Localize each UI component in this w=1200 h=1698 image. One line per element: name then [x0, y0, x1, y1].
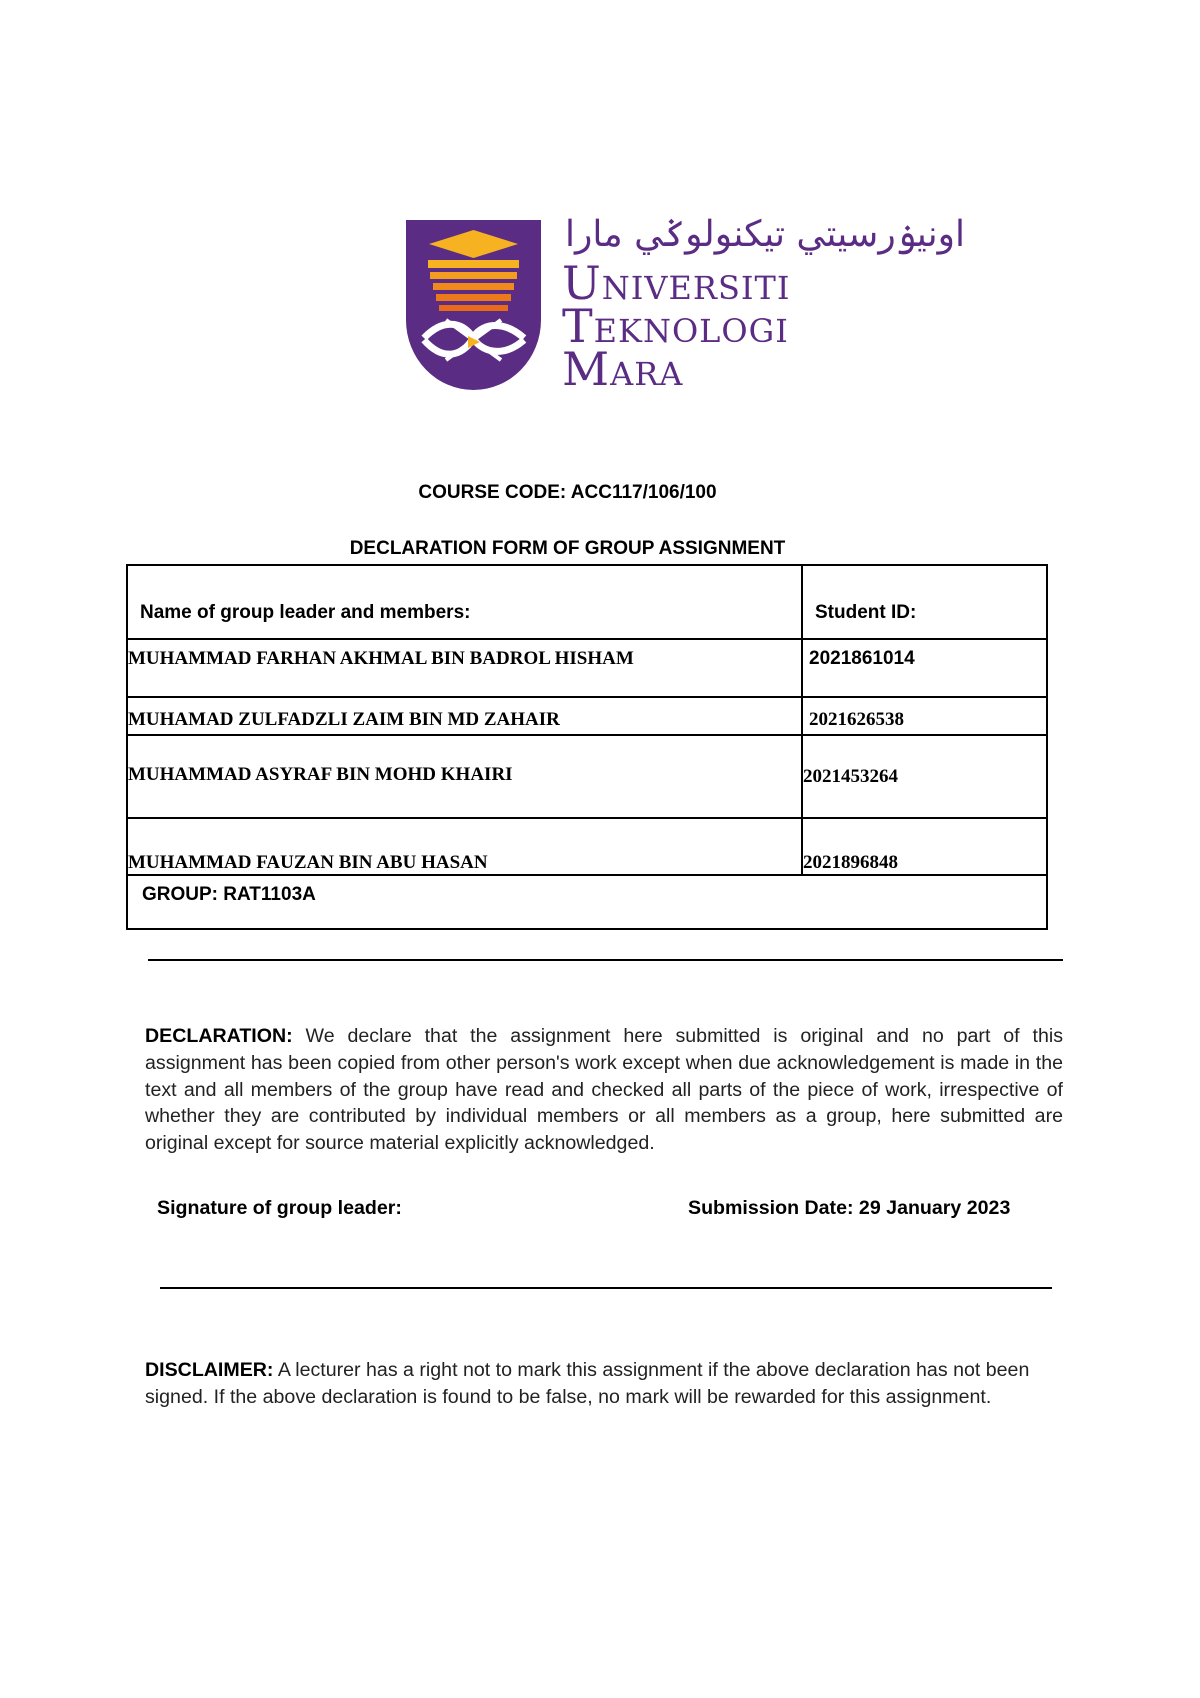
- course-code: COURSE CODE: ACC117/106/100: [418, 482, 717, 503]
- member-id: 2021453264: [802, 735, 1047, 818]
- declaration-label: DECLARATION:: [145, 1025, 293, 1047]
- declaration-paragraph: [145, 1023, 1063, 1157]
- signature-line: [160, 1287, 1052, 1289]
- signature-label: Signature of group leader:: [157, 1197, 402, 1219]
- member-name: MUHAMMAD FAUZAN BIN ABU HASAN: [127, 818, 802, 875]
- form-title: DECLARATION FORM OF GROUP ASSIGNMENT: [349, 538, 786, 559]
- table-row: [127, 639, 1047, 697]
- group-code: GROUP: RAT1103A: [127, 875, 1047, 929]
- member-name: MUHAMAD ZULFADZLI ZAIM BIN MD ZAHAIR: [127, 697, 802, 735]
- submission-date: Submission Date: 29 January 2023: [688, 1197, 1011, 1219]
- table-row: [127, 735, 1047, 818]
- disclaimer-text: A lecturer has a right not to mark this assignment if the above declaration has not been signed. If the above declaration is found to be false, no mark will be rewarded for this assignment.: [145, 1359, 1030, 1408]
- table-header-row: [127, 565, 1047, 639]
- declaration-text: We declare that the assignment here submitted is original and no part of this assignment has been copied from other person's work except when due acknowledgement is made in the text and all members of the group have read and checked all parts of the piece of work, irrespective of whether they are contributed by individual members or all members as a group, here submitted are original except for source material explicitly acknowledged.: [145, 1025, 1063, 1155]
- member-name: MUHAMMAD FARHAN AKHMAL BIN BADROL HISHAM: [127, 639, 802, 697]
- uitm-logo-shield-icon: [406, 220, 541, 390]
- logo-jawi-text: اونيۏرسيتي تيکنولوݢي مارا: [565, 214, 966, 255]
- logo-text-universiti: Universiti: [562, 256, 791, 310]
- disclaimer-label: DISCLAIMER:: [145, 1359, 274, 1381]
- table-row: [127, 697, 1047, 735]
- member-id: 2021896848: [802, 818, 1047, 875]
- header-student-id: Student ID:: [802, 565, 1047, 639]
- member-id: 2021861014: [802, 639, 1047, 697]
- logo-text-teknologi: Teknologi: [562, 299, 789, 353]
- members-table: [126, 564, 1048, 930]
- disclaimer-paragraph: [145, 1357, 1063, 1411]
- member-name: MUHAMMAD ASYRAF BIN MOHD KHAIRI: [127, 735, 802, 818]
- logo-text-mara: Mara: [562, 342, 684, 396]
- group-row: [127, 875, 1047, 929]
- header-name: Name of group leader and members:: [127, 565, 802, 639]
- table-row: [127, 818, 1047, 875]
- divider-line: [148, 959, 1063, 961]
- member-id: 2021626538: [802, 697, 1047, 735]
